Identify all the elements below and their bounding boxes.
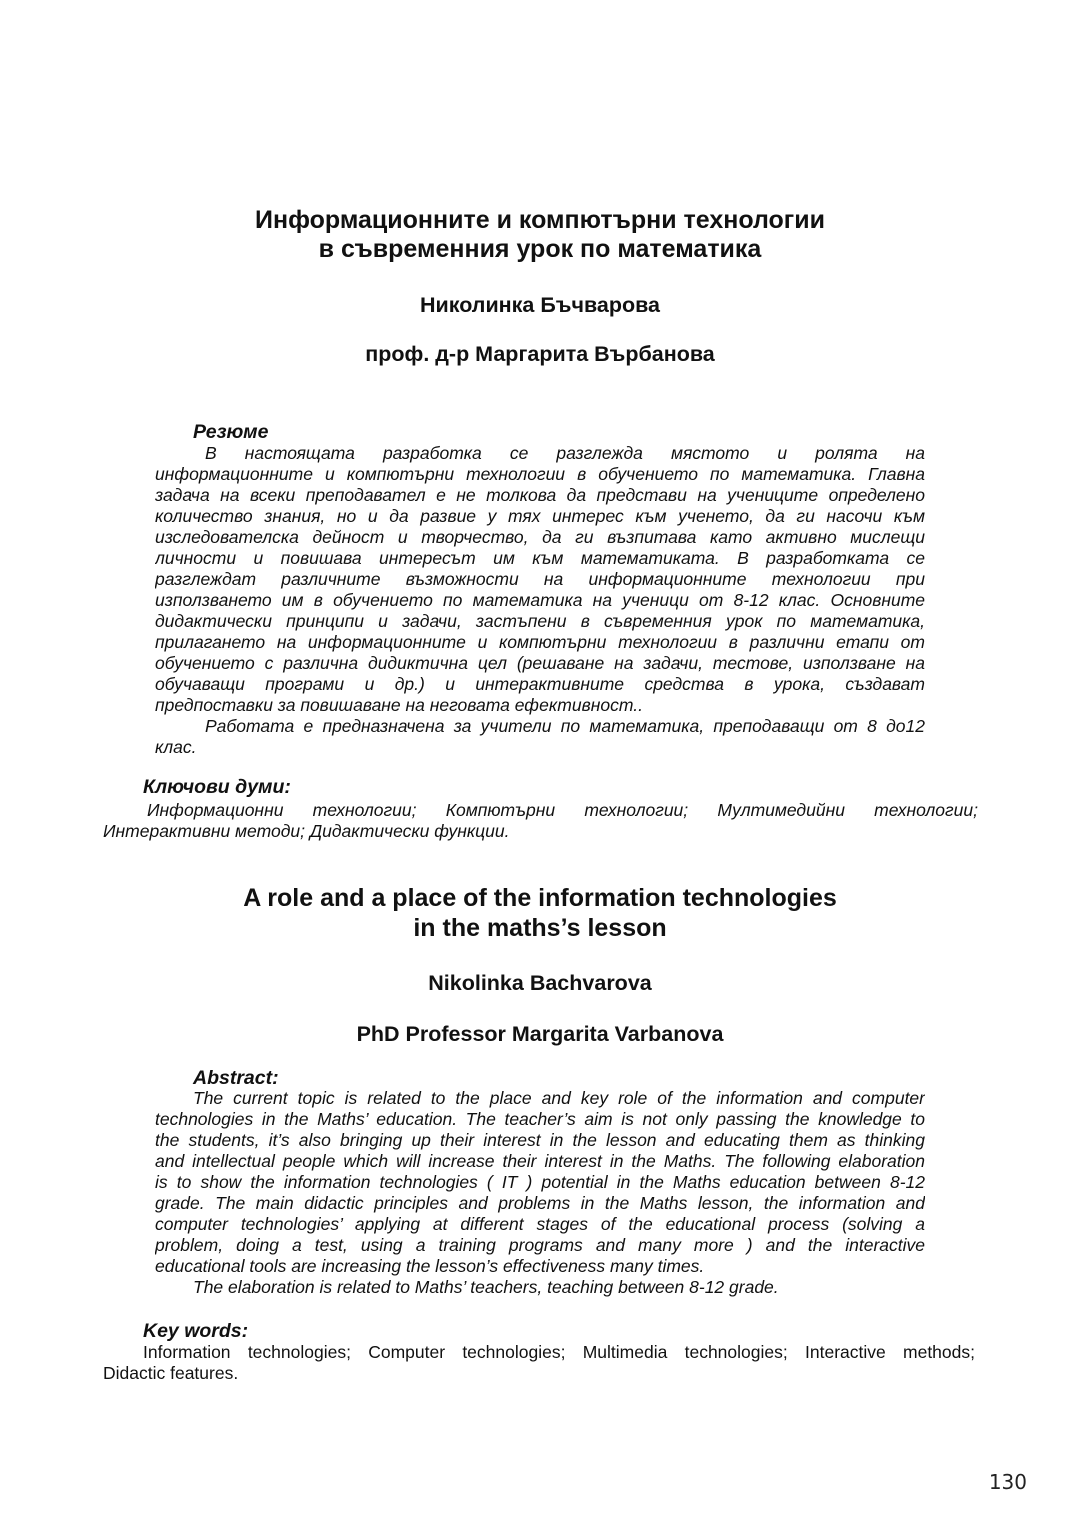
abstract-line: educational tools are increasing the lesson’s effectiveness many times.: [155, 1256, 705, 1276]
keywords-heading-en: Key words:: [143, 1320, 249, 1342]
abstract-line: technologies in the Maths’ education. The teacher’s aim is not only passing the knowledge to: [155, 1109, 925, 1129]
abstract-line: problem, doing a test, using a training programs and many more ) and the interactive: [155, 1235, 925, 1255]
abstract-line: прилагането на информационните и компютърни технологии в различни етапи от: [155, 632, 925, 652]
abstract-line: личности и повишава интересът им към математиката. В разработката се: [155, 548, 925, 568]
abstract-en: [155, 1088, 925, 1298]
page-number: 130: [988, 1470, 1027, 1494]
keywords-line: Didactic features.: [103, 1363, 239, 1383]
abstract-line: Работата е предназначена за учители по математика, преподаващи от 8 до12: [205, 716, 925, 736]
abstract-bg: [155, 443, 925, 758]
abstract-line: предпоставки за повишаване на неговата ефективност..: [155, 695, 643, 715]
abstract-line: количество знания, но и да развие у тях интерес към ученето, да ги насочи към: [155, 506, 925, 526]
abstract-line: клас.: [155, 737, 197, 757]
abstract-line: В настоящата разработка се разглежда мястото и ролята на: [205, 443, 925, 463]
author-bg-1: Николинка Бъчварова: [419, 293, 661, 317]
abstract-line: and intellectual people which will increase their interest in the Maths. The following elaboration: [155, 1151, 925, 1171]
abstract-line: computer technologies’ applying at different stages of the educational process (solving a: [155, 1214, 925, 1234]
author-en-2: PhD Professor Margarita Varbanova: [356, 1022, 724, 1046]
abstract-line: използването им в обучението по математика на ученици от 8-12 клас. Основните: [155, 590, 925, 610]
keywords-en: [103, 1342, 975, 1384]
abstract-line: дидактически принципи и задачи, застъпени в съвременния урок по математика,: [155, 611, 925, 631]
keywords-bg: [103, 800, 978, 842]
keywords-line: Information technologies; Computer technologies; Multimedia technologies; Interactive methods;: [143, 1342, 975, 1362]
abstract-line: the students, it’s also bringing up their interest in the lesson and educating them as thinking: [155, 1130, 925, 1150]
abstract-line: обучаващи програми и др.) и интерактивните средства в урока, създават: [155, 674, 925, 694]
keywords-line: Интерактивни методи; Дидактически функции.: [103, 821, 510, 841]
abstract-line: grade. The main didactic principles and problems in the Maths lesson, the information and: [155, 1193, 925, 1213]
title-en-line-1: A role and a place of the information technologies: [243, 884, 837, 912]
abstract-line: задача на всеки преподавател е не толкова да представи на учениците определено: [155, 485, 925, 505]
keywords-heading-bg: Ключови думи:: [143, 776, 291, 798]
title-en-line-2: in the maths’s lesson: [413, 914, 667, 942]
author-bg-2: проф. д-р Маргарита Върбанова: [365, 342, 715, 366]
abstract-line: The elaboration is related to Maths’ teachers, teaching between 8-12 grade.: [193, 1277, 779, 1297]
title-bg-line-1: Информационните и компютърни технологии: [255, 206, 825, 234]
abstract-line: The current topic is related to the place and key role of the information and computer: [193, 1088, 925, 1108]
abstract-heading-bg: Резюме: [193, 421, 269, 443]
keywords-line: Информационни технологии; Компютърни технологии; Мултимедийни технологии;: [147, 800, 978, 820]
author-en-1: Nikolinka Bachvarova: [428, 971, 652, 995]
abstract-line: разглеждат различните възможности на информационните технологии при: [155, 569, 925, 589]
title-bg-line-2: в съвременния урок по математика: [318, 235, 762, 263]
abstract-heading-en: Abstract:: [193, 1067, 279, 1089]
abstract-line: обучението с различна дидиктична цел (решаване на задачи, тестове, използване на: [155, 653, 925, 673]
abstract-line: изследователска дейност и творчество, да ги възпитава като активно мислещи: [155, 527, 925, 547]
abstract-line: информационните и компютърни технологии в обучението по математика. Главна: [155, 464, 925, 484]
abstract-line: is to show the information technologies ( IT ) potential in the Maths education between 8-12: [155, 1172, 925, 1192]
